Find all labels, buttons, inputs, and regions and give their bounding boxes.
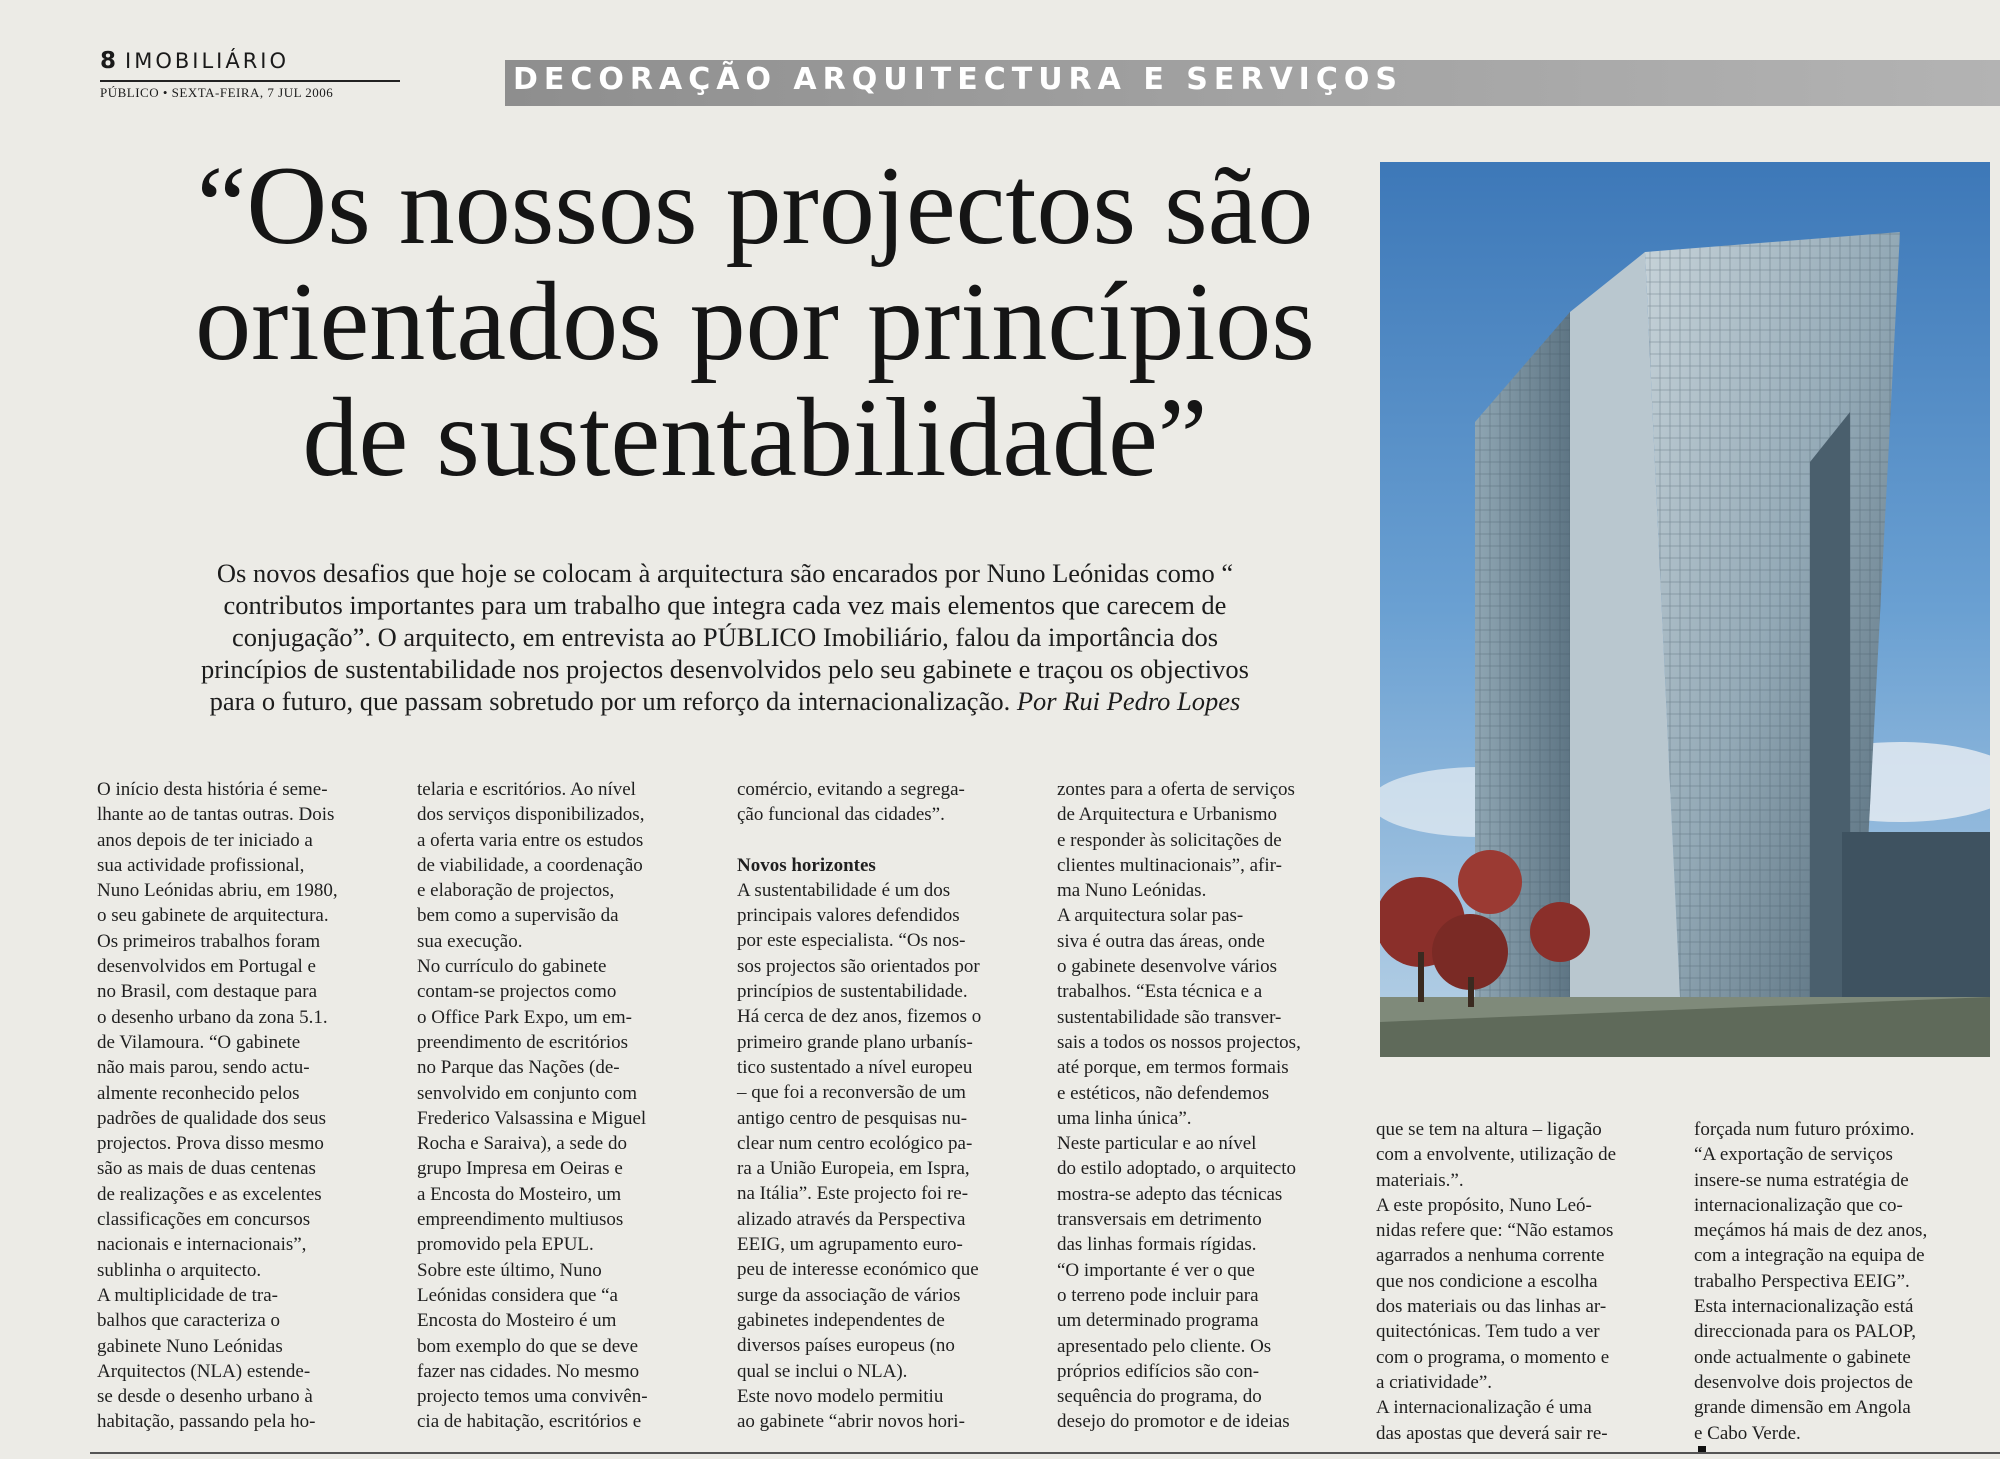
column-line: Esta internacionalização está	[1694, 1296, 1914, 1318]
column-line: fazer nas cidades. No mesmo	[417, 1360, 640, 1382]
column-line: comércio, evitando a segrega-	[737, 779, 965, 800]
column-line: tico sustentado a nível europeu	[737, 1056, 973, 1078]
column-line: sais a todos os nossos projectos,	[1057, 1031, 1301, 1053]
column-line: Sobre este último, Nuno	[417, 1259, 602, 1281]
lead-line: conjugação”. O arquitecto, em entrevista ao PÚBLICO Imobiliário, falou da importância dos	[231, 622, 1219, 652]
column-line: primeiro grande plano urbanís-	[737, 1031, 973, 1053]
column-line: o gabinete desenvolve vários	[1057, 956, 1278, 978]
headline	[110, 144, 1400, 500]
subheading: Novos horizontes	[737, 854, 876, 876]
column-line: senvolvido em conjunto com	[417, 1082, 638, 1104]
building-image	[1380, 162, 1990, 1057]
column-line: no Brasil, com destaque para	[97, 981, 318, 1003]
column-line: EEIG, um agrupamento euro-	[737, 1234, 963, 1256]
column-line: A este propósito, Nuno Leó-	[1376, 1194, 1592, 1216]
column-line: principais valores defendidos	[737, 905, 960, 927]
column-line: por este especialista. “Os nos-	[737, 930, 966, 952]
column-line: balhos que caracteriza o	[97, 1310, 281, 1332]
column-line: um determinado programa	[1057, 1310, 1259, 1332]
column-line: insere-se numa estratégia de	[1694, 1169, 1909, 1191]
column-line: sublinha o arquitecto.	[97, 1259, 262, 1281]
column-line: princípios de sustentabilidade.	[737, 981, 968, 1003]
column-line: grande dimensão em Angola	[1694, 1397, 1911, 1419]
column-spacer	[737, 828, 981, 853]
column-line: quitectónicas. Tem tudo a ver	[1376, 1321, 1600, 1343]
column-line: de Arquitectura e Urbanismo	[1057, 804, 1278, 826]
column-line: Leónidas considera que “a	[417, 1284, 618, 1306]
column-line: na Itália”. Este projecto foi re-	[737, 1183, 969, 1205]
column-line: desenvolvidos em Portugal e	[97, 956, 316, 978]
column-line: a criatividade”.	[1376, 1371, 1493, 1393]
column-line: sustentabilidade são transver-	[1057, 1006, 1282, 1028]
section-band-title: DECORAÇÃO ARQUITECTURA E SERVIÇOS	[513, 62, 1403, 97]
column-line: materiais.”.	[1376, 1169, 1464, 1191]
column-line: projecto temos uma convivên-	[417, 1386, 648, 1408]
column-line: ao gabinete “abrir novos hori-	[737, 1411, 965, 1433]
column-line: padrões de qualidade dos seus	[97, 1107, 326, 1129]
bottom-rule	[90, 1452, 2000, 1454]
column-line: projectos. Prova disso mesmo	[97, 1133, 324, 1155]
column-line: desenvolve dois projectos de	[1694, 1371, 1913, 1393]
column-line: A multiplicidade de tra-	[97, 1284, 278, 1306]
column-line: anos depois de ter iniciado a	[97, 829, 313, 851]
column-line: ma Nuno Leónidas.	[1057, 880, 1207, 902]
headline-line: “Os nossos projectos são	[196, 144, 1314, 268]
column-line: Os primeiros trabalhos foram	[97, 930, 321, 952]
column-line: são as mais de duas centenas	[97, 1158, 316, 1180]
column-line: clientes multinacionais”, afir-	[1057, 854, 1282, 876]
column-line: sua actividade profissional,	[97, 854, 305, 876]
section-name: IMOBILIÁRIO	[125, 49, 290, 73]
column-line: dos materiais ou das linhas ar-	[1376, 1296, 1607, 1318]
column-line: grupo Impresa em Oeiras e	[417, 1158, 623, 1180]
column-line: no Parque das Nações (de-	[417, 1057, 620, 1079]
article-column-1	[97, 777, 338, 1435]
column-line: do estilo adoptado, o arquitecto	[1057, 1158, 1297, 1180]
lead-line-last	[110, 685, 1340, 717]
headline-line: orientados por princípios	[195, 260, 1315, 384]
column-line: uma linha única”.	[1057, 1107, 1192, 1129]
column-line: bom exemplo do que se deve	[417, 1335, 639, 1357]
column-line: direccionada para os PALOP,	[1694, 1321, 1916, 1343]
column-line: sos projectos são orientados por	[737, 955, 980, 977]
column-line: se desde o desenho urbano à	[97, 1386, 313, 1408]
column-line: Frederico Valsassina e Miguel	[417, 1107, 647, 1129]
page-number: 8	[100, 48, 120, 74]
column-line: o terreno pode incluir para	[1057, 1284, 1259, 1306]
column-line: cia de habitação, escritórios e	[417, 1411, 642, 1433]
column-line: Nuno Leónidas abriu, em 1980,	[97, 880, 338, 902]
column-line: diversos países europeus (no	[737, 1335, 955, 1357]
column-line: qual se inclui o NLA).	[737, 1360, 908, 1382]
column-line: forçada num futuro próximo.	[1694, 1119, 1915, 1140]
column-line: zontes para a oferta de serviços	[1057, 779, 1295, 800]
column-line-text: e Cabo Verde.	[1694, 1422, 1801, 1444]
column-line: de viabilidade, a coordenação	[417, 854, 643, 876]
column-line: ra a União Europeia, em Ispra,	[737, 1158, 970, 1180]
column-line: mostra-se adepto das técnicas	[1057, 1183, 1283, 1205]
column-line: A arquitectura solar pas-	[1057, 905, 1244, 927]
column-line: das apostas que deverá sair re-	[1376, 1422, 1608, 1444]
byline: Por Rui Pedro Lopes	[1016, 686, 1241, 716]
column-line: Há cerca de dez anos, fizemos o	[737, 1006, 982, 1028]
column-line: não mais parou, sendo actu-	[97, 1057, 310, 1079]
column-line: contam-se projectos como	[417, 981, 617, 1003]
section-header	[100, 48, 400, 101]
headline-line: de sustentabilidade”	[302, 376, 1208, 500]
column-line: ção funcional das cidades”.	[737, 804, 945, 826]
column-line: dos serviços disponibilizados,	[417, 804, 645, 826]
column-line: lhante ao de tantas outras. Dois	[97, 804, 335, 826]
column-line: a Encosta do Mosteiro, um	[417, 1183, 622, 1205]
article-column-4	[1057, 777, 1301, 1435]
column-line: sequência do programa, do	[1057, 1386, 1262, 1408]
column-line: Neste particular e ao nível	[1057, 1133, 1257, 1155]
column-line: almente reconhecido pelos	[97, 1082, 300, 1104]
column-line: agarrados a nenhuma corrente	[1376, 1245, 1605, 1267]
column-line: que se tem na altura – ligação	[1376, 1119, 1602, 1140]
column-line: – que foi a reconversão de um	[737, 1082, 966, 1104]
column-line: trabalhos. “Esta técnica e a	[1057, 981, 1263, 1003]
column-line: meçámos há mais de dez anos,	[1694, 1220, 1928, 1242]
building-illustration-icon	[1380, 162, 1990, 1057]
lead-line: contributos importantes para um trabalho que integra cada vez mais elementos que carecem de	[223, 590, 1227, 620]
lead-line: Os novos desafios que hoje se colocam à arquitectura são encarados por Nuno Leónidas como “	[216, 558, 1234, 588]
column-line: O início desta história é seme-	[97, 779, 328, 800]
column-line: transversais em detrimento	[1057, 1209, 1262, 1231]
column-line: Encosta do Mosteiro é um	[417, 1310, 617, 1332]
column-line: “A exportação de serviços	[1694, 1144, 1893, 1166]
column-line: com o programa, o momento e	[1376, 1346, 1610, 1368]
lead-line-text: para o futuro, que passam sobretudo por um reforço da internacionalização.	[209, 686, 1011, 716]
column-line: a oferta varia entre os estudos	[417, 829, 644, 851]
column-line: bem como a supervisão da	[417, 905, 619, 927]
column-line: Arquitectos (NLA) estende-	[97, 1360, 311, 1382]
column-line: gabinetes independentes de	[737, 1309, 945, 1331]
column-line: onde actualmente o gabinete	[1694, 1346, 1911, 1368]
column-line: surge da associação de vários	[737, 1284, 961, 1306]
column-line: o desenho urbano da zona 5.1.	[97, 1006, 328, 1028]
column-line: empreendimento multiusos	[417, 1209, 624, 1231]
lead-paragraph	[110, 557, 1340, 717]
column-line: gabinete Nuno Leónidas	[97, 1335, 283, 1357]
column-line: que nos condicione a escolha	[1376, 1270, 1598, 1292]
column-line: siva é outra das áreas, onde	[1057, 930, 1265, 952]
article-column-3	[737, 777, 981, 1434]
column-line: internacionalização que co-	[1694, 1194, 1903, 1216]
column-line: e estéticos, não defendemos	[1057, 1082, 1270, 1104]
column-line: apresentado pelo cliente. Os	[1057, 1335, 1272, 1357]
column-line: de Vilamoura. “O gabinete	[97, 1031, 301, 1053]
column-line: sua execução.	[417, 930, 523, 952]
section-label	[100, 48, 400, 74]
column-line: nacionais e internacionais”,	[97, 1234, 307, 1256]
column-line: com a envolvente, utilização de	[1376, 1144, 1617, 1166]
column-line: habitação, passando pela ho-	[97, 1411, 316, 1433]
column-line: trabalho Perspectiva EEIG”.	[1694, 1270, 1910, 1292]
column-line: Rocha e Saraiva), a sede do	[417, 1133, 627, 1155]
column-line: peu de interesse económico que	[737, 1259, 979, 1281]
column-line: e responder às solicitações de	[1057, 829, 1282, 851]
column-line: preendimento de escritórios	[417, 1031, 629, 1053]
article-column-2	[417, 777, 648, 1435]
column-line: o Office Park Expo, um em-	[417, 1006, 632, 1028]
article-column-5	[1376, 1117, 1616, 1446]
column-line: com a integração na equipa de	[1694, 1245, 1925, 1267]
column-line: de realizações e as excelentes	[97, 1183, 322, 1205]
column-line: próprios edifícios são con-	[1057, 1360, 1260, 1382]
column-line: alizado através da Perspectiva	[737, 1208, 966, 1230]
column-line: telaria e escritórios. Ao nível	[417, 779, 636, 800]
lead-line: princípios de sustentabilidade nos projectos desenvolvidos pelo seu gabinete e traçou os objectivos	[201, 654, 1249, 684]
column-line: A sustentabilidade é um dos	[737, 879, 951, 901]
column-line: antigo centro de pesquisas nu-	[737, 1107, 968, 1129]
column-line: clear num centro ecológico pa-	[737, 1132, 973, 1154]
column-line: o seu gabinete de arquitectura.	[97, 905, 329, 927]
column-line: até porque, em termos formais	[1057, 1057, 1289, 1079]
column-line: desejo do promotor e de ideias	[1057, 1411, 1290, 1433]
publication-date-line: PÚBLICO • SEXTA-FEIRA, 7 JUL 2006	[100, 80, 400, 101]
article-column-6	[1694, 1117, 1927, 1454]
column-line: nidas refere que: “Não estamos	[1376, 1220, 1614, 1242]
column-line: No currículo do gabinete	[417, 956, 607, 978]
column-line: das linhas formais rígidas.	[1057, 1234, 1257, 1256]
column-line: promovido pela EPUL.	[417, 1234, 594, 1256]
column-line: e elaboração de projectos,	[417, 880, 615, 902]
column-line: Este novo modelo permitiu	[737, 1385, 944, 1407]
column-line-last	[1694, 1421, 1927, 1454]
column-line: “O importante é ver o que	[1057, 1259, 1255, 1281]
column-line: A internacionalização é uma	[1376, 1397, 1592, 1419]
column-line: classificações em concursos	[97, 1209, 311, 1231]
